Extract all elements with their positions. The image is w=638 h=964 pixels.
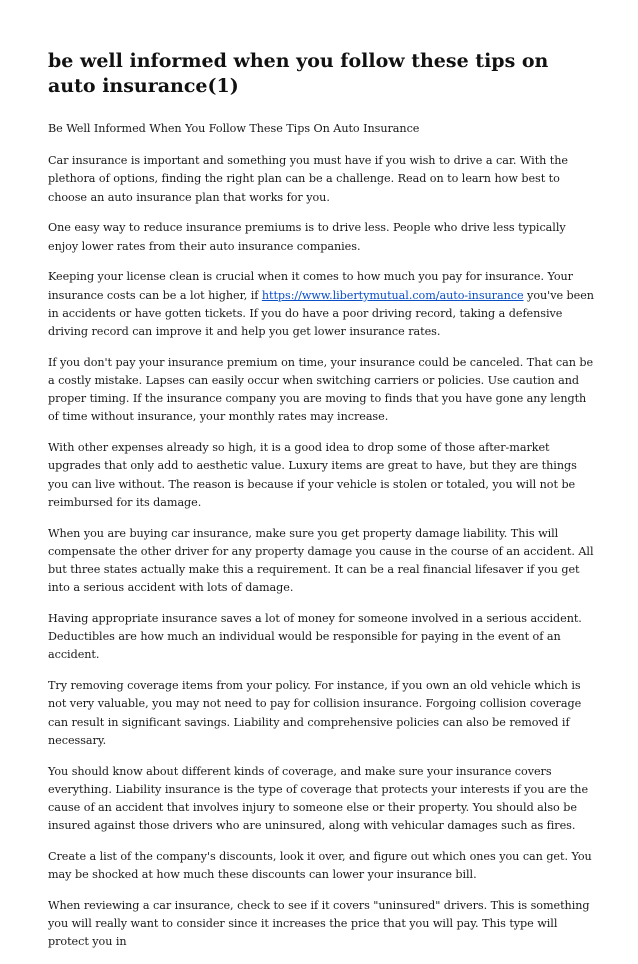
paragraph-coverage-kinds: You should know about different kinds of coverage, and make sure your insurance covers everything. Liability insurance is the type of coverage that protects your interests if you are the cause of an accident that involves injury to someone else or their property. You should also be insured against those drivers who are uninsured, along with vehicular damages such as fires.	[48, 764, 589, 833]
paragraph-drive-less: One easy way to reduce insurance premiums is to drive less. People who drive less typically enjoy lower rates from their auto insurance companies.	[48, 221, 566, 253]
paragraph-license-clean-text-after: you've been in accidents or have gotten tickets. If you do have a poor driving record, taking a defensive driving record can improve it and help you get lower insurance rates.	[48, 288, 594, 339]
paragraph-appropriate-insurance: Having appropriate insurance saves a lot of money for someone involved in a serious accident. Deductibles are how much an individual would be responsible for paying in the event of an accident.	[48, 612, 582, 662]
document-title: be well informed when you follow these tips on auto insurance(1)	[48, 50, 549, 97]
document-subtitle: Be Well Informed When You Follow These Tips On Auto Insurance	[48, 122, 420, 135]
paragraph-aftermarket-upgrades: With other expenses already so high, it is a good idea to drop some of those after-market upgrades that only add to aesthetic value. Luxury items are great to have, but they are things you can live without. The reason is because if your vehicle is stolen or totaled, you will not be reimbursed for its damage.	[48, 441, 577, 509]
paragraph-discounts: Create a list of the company's discounts, look it over, and figure out which ones you can get. You may be shocked at how much these discounts can lower your insurance bill.	[48, 850, 592, 882]
paragraph-intro: Car insurance is important and something you must have if you wish to drive a car. With the plethora of options, finding the right plan can be a challenge. Read on to learn how best to choose an auto insurance plan that works for you.	[48, 154, 568, 204]
paragraph-remove-coverage: Try removing coverage items from your policy. For instance, if you own an old vehicle which is not very valuable, you may not need to pay for collision insurance. Forgoing collision coverage can result in significant savings. Liability and comprehensive policies can also be removed if necessary.	[48, 679, 582, 747]
paragraph-license-clean-text-before: Keeping your license clean is crucial when it comes to how much you pay for insurance. Your insurance costs can be a lot higher, if	[48, 270, 573, 302]
paragraph-property-damage: When you are buying car insurance, make sure you get property damage liability. This will compensate the other driver for any property damage you cause in the course of an accident. All but three states actually make this a requirement. It can be a real financial lifesaver if you get into a serious accident with lots of damage.	[48, 526, 594, 595]
liberty-mutual-link[interactable]: https://www.libertymutual.com/auto-insurance	[261, 288, 524, 302]
paragraph-license-clean	[48, 268, 596, 341]
document-page	[48, 49, 596, 964]
paragraph-uninsured-drivers: When reviewing a car insurance, check to see if it covers "uninsured" drivers. This is something you will really want to consider since it increases the price that you will pay. This type will protect you in	[48, 899, 590, 949]
paragraph-premium-on-time: If you don't pay your insurance premium on time, your insurance could be canceled. That can be a costly mistake. Lapses can easily occur when switching carriers or policies. Use caution and proper timing. If the insurance company you are moving to finds that you have gone any length of time without insurance, your monthly rates may increase.	[48, 355, 594, 424]
